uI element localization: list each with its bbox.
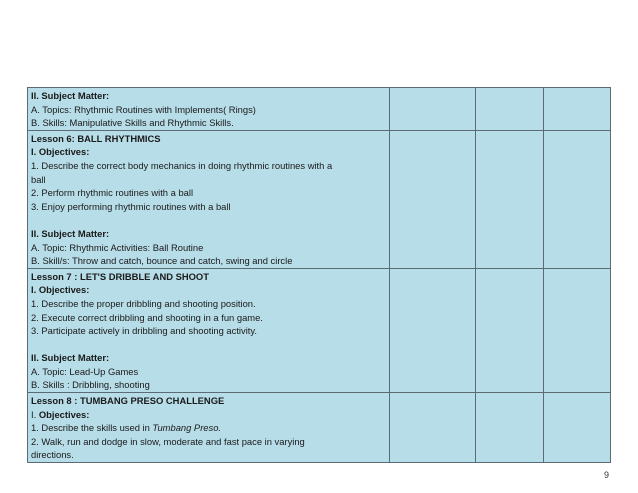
objective-text: 1. Describe the skills used in — [31, 422, 150, 434]
table-row — [28, 88, 611, 131]
empty-cell — [390, 268, 476, 392]
section-heading: I. Objectives: — [31, 284, 90, 296]
objective-line: directions. — [31, 449, 74, 461]
objective-line: 2. Execute correct dribbling and shooting in a fun game. — [31, 311, 263, 323]
skills-line: B. Skills: Manipulative Skills and Rhythmic Skills. — [31, 117, 234, 129]
section-heading: II. Subject Matter: — [31, 90, 110, 101]
objective-line: 3. Enjoy performing rhythmic routines with a ball — [31, 200, 231, 212]
objective-line: 1. Describe the correct body mechanics in doing rhythmic routines with a — [31, 159, 333, 171]
empty-cell — [476, 393, 544, 463]
table-row — [28, 393, 611, 463]
table-row — [28, 130, 611, 268]
lesson-title: Lesson 7 : LET'S DRIBBLE AND SHOOT — [31, 270, 209, 282]
objective-line: 2. Perform rhythmic routines with a ball — [31, 187, 194, 199]
objective-line: 2. Walk, run and dodge in slow, moderate and fast pace in varying — [31, 435, 305, 447]
topic-line: A. Topic: Rhythmic Activities: Ball Routine — [31, 241, 204, 253]
section-heading: II. Subject Matter: — [31, 352, 110, 364]
blank-line — [31, 338, 386, 352]
blank-line — [31, 213, 386, 227]
game-name: Tumbang Preso. — [152, 422, 222, 434]
skills-line: B. Skills : Dribbling, shooting — [31, 379, 150, 391]
empty-cell — [544, 88, 611, 131]
objectives-heading — [31, 408, 386, 422]
lesson-title: Lesson 6: BALL RHYTHMICS — [31, 132, 161, 144]
empty-cell — [476, 88, 544, 131]
lesson-plan-table — [27, 87, 611, 463]
roman-numeral: I. — [31, 408, 37, 420]
lesson-title: Lesson 8 : TUMBANG PRESO CHALLENGE — [31, 395, 225, 407]
section-heading: Objectives: — [38, 408, 90, 420]
empty-cell — [544, 130, 611, 268]
lesson-cell — [28, 88, 390, 131]
lesson-cell — [28, 268, 390, 392]
objective-line: 3. Participate actively in dribbling and shooting activity. — [31, 325, 257, 337]
section-heading: I. Objectives: — [31, 146, 90, 158]
empty-cell — [476, 268, 544, 392]
empty-cell — [390, 393, 476, 463]
objective-line — [31, 421, 386, 435]
lesson-cell — [28, 393, 390, 463]
table-row — [28, 268, 611, 392]
empty-cell — [390, 130, 476, 268]
objective-line: 1. Describe the proper dribbling and shooting position. — [31, 297, 256, 309]
section-heading: II. Subject Matter: — [31, 227, 110, 239]
topic-line: A. Topics: Rhythmic Routines with Implements( Rings) — [31, 103, 256, 115]
topic-line: A. Topic: Lead-Up Games — [31, 365, 139, 377]
empty-cell — [476, 130, 544, 268]
empty-cell — [390, 88, 476, 131]
lesson-cell — [28, 130, 390, 268]
empty-cell — [544, 393, 611, 463]
skills-line: B. Skill/s: Throw and catch, bounce and catch, swing and circle — [31, 255, 293, 267]
page-number: 9 — [603, 470, 609, 480]
objective-line: ball — [31, 173, 46, 185]
empty-cell — [544, 268, 611, 392]
